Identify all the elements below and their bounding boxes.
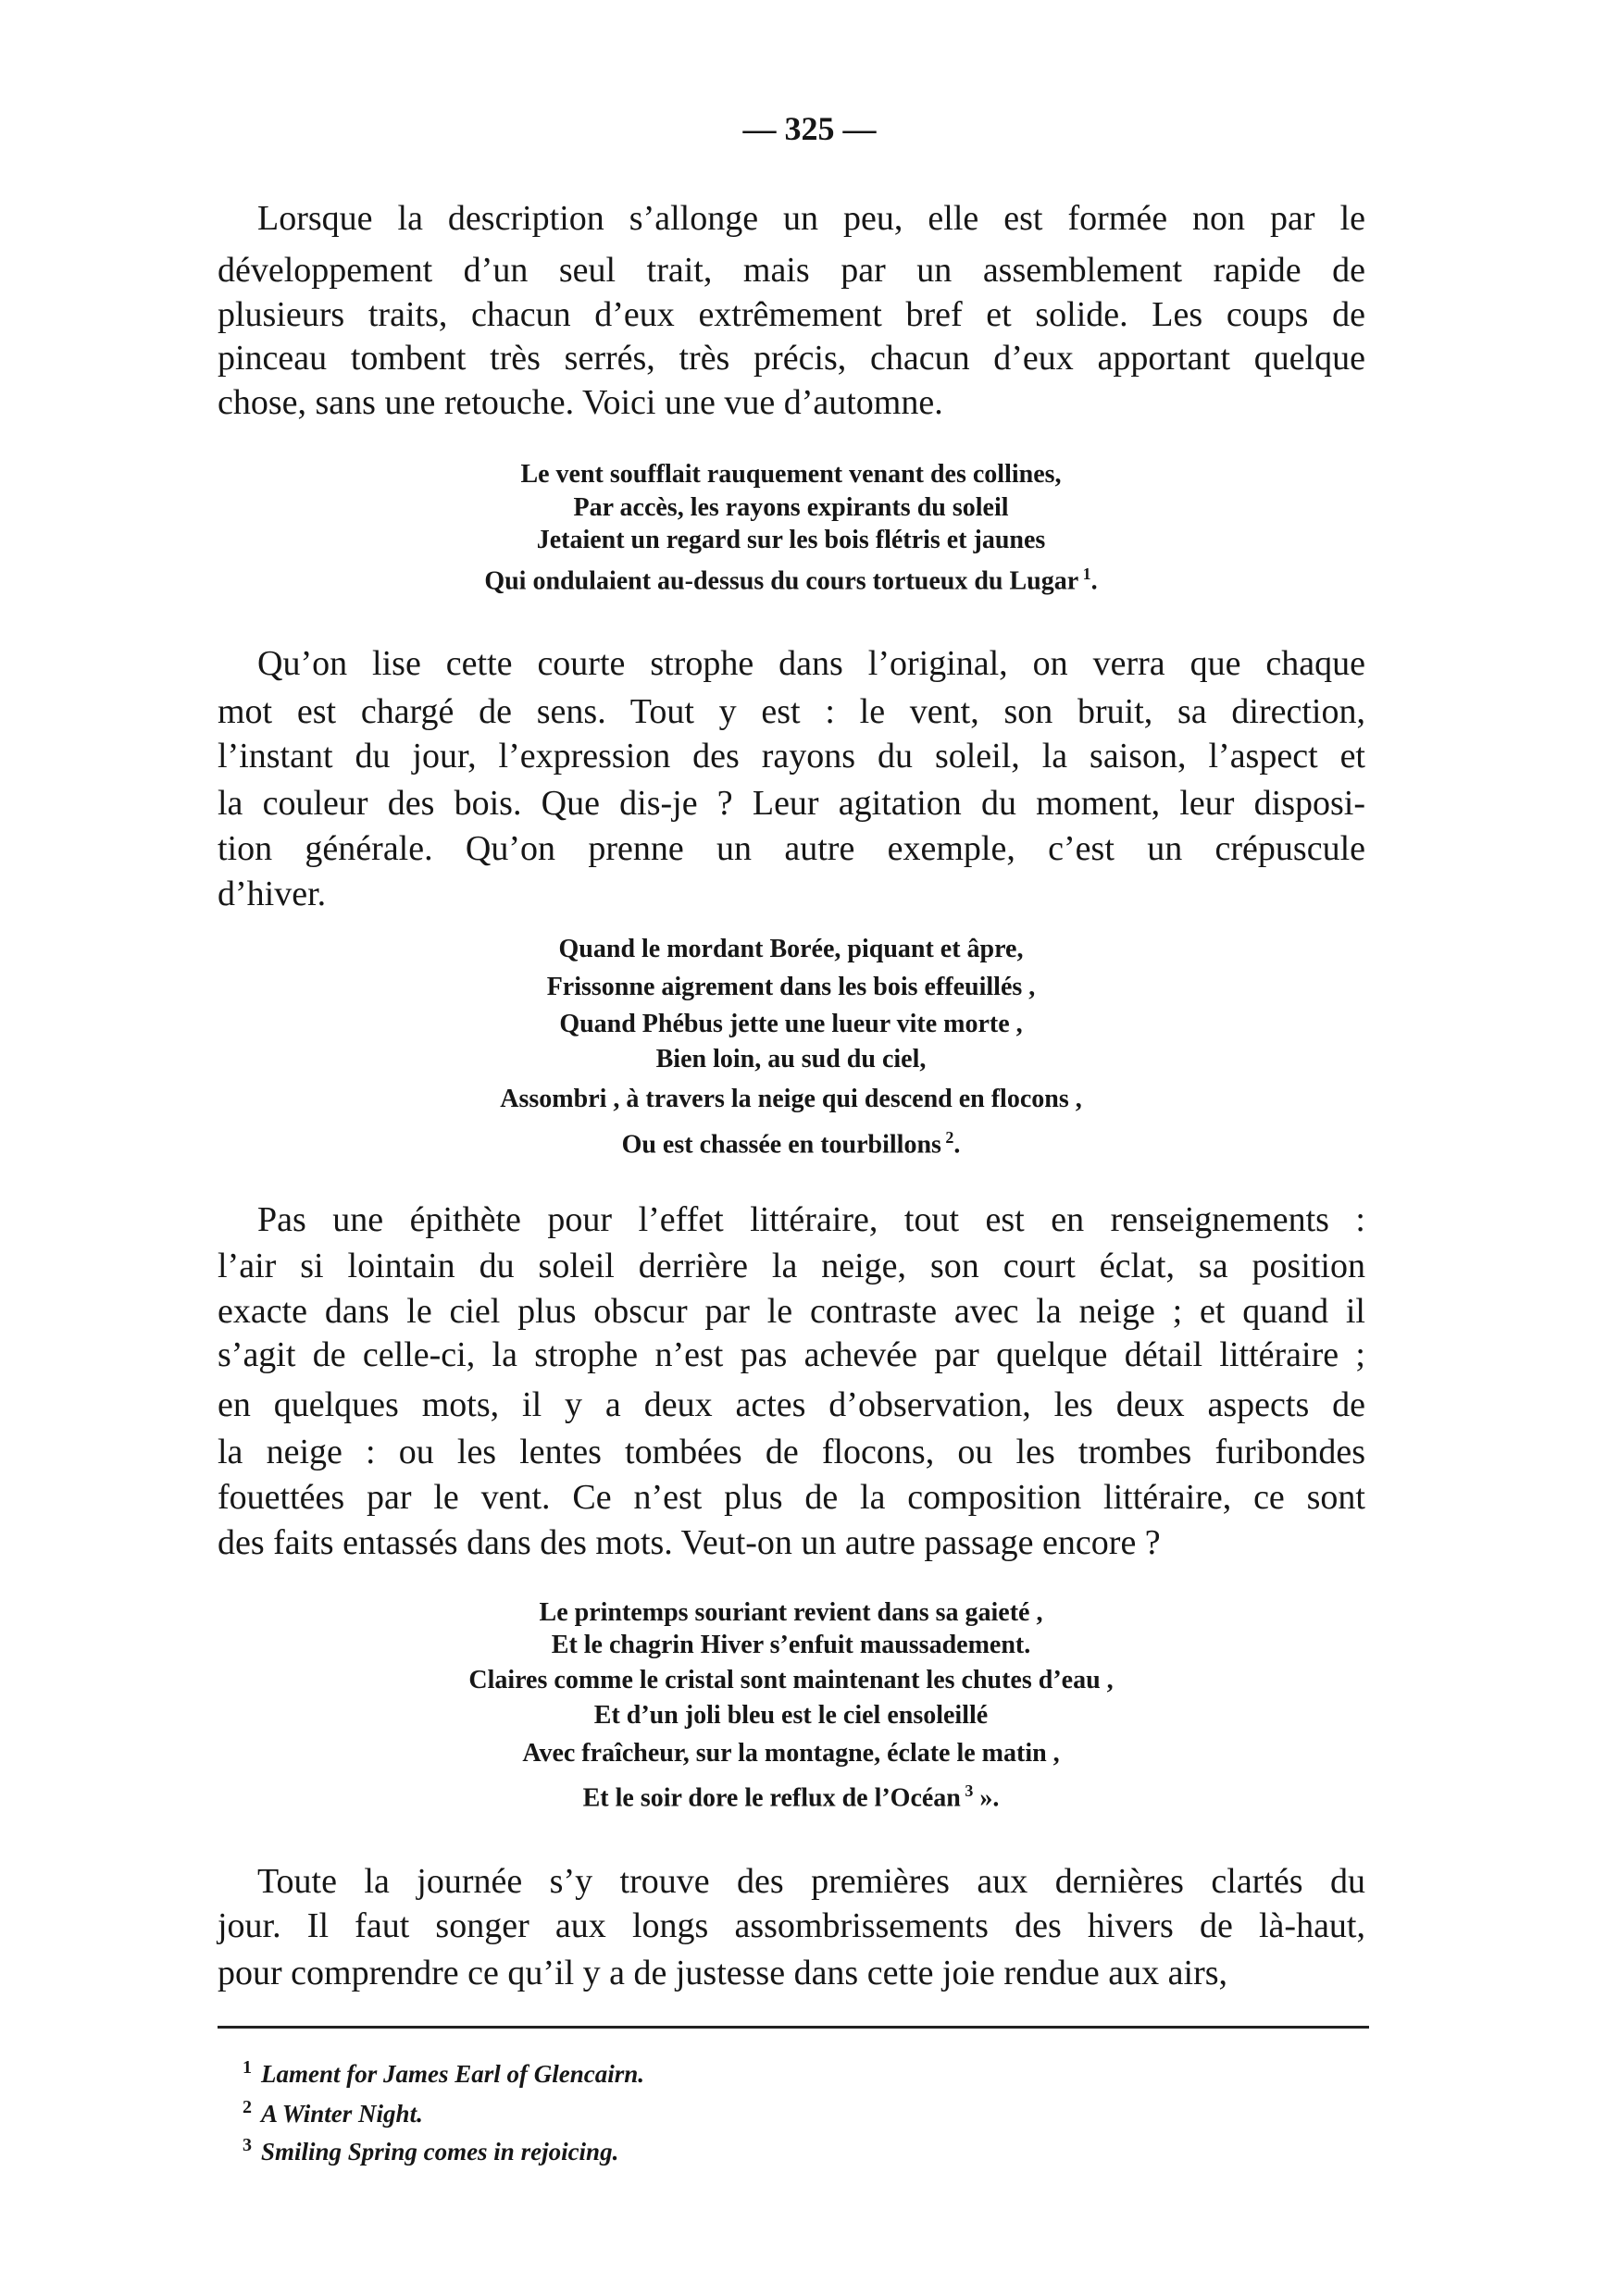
paragraph-4-line: jour. Il faut songer aux longs assombrissements des hivers de là-haut, — [218, 1906, 1365, 1945]
footnote-text: Smiling Spring comes in rejoicing. — [261, 2138, 619, 2166]
paragraph-2-line: tion générale. Qu’on prenne un autre exemple, c’est un crépuscule — [218, 829, 1365, 868]
verse-2-line: Ou est chassée en tourbillons $^2$. — [621, 1128, 961, 1160]
verse-1-line: Jetaient un regard sur les bois flétris et jaunes — [536, 526, 1046, 554]
paragraph-2-line: l’instant du jour, l’expression des rayons du soleil, la saison, l’aspect et — [218, 737, 1365, 776]
verse-3-line: Et d’un joli bleu est le ciel ensoleillé — [593, 1701, 989, 1730]
paragraph-3-line: des faits entassés dans des mots. Veut-on un autre passage encore ? — [218, 1523, 1161, 1562]
footnote-text: Lament for James Earl of Glencairn. — [261, 2060, 645, 2088]
verse-2-line: Quand Phébus jette une lueur vite morte , — [559, 1010, 1023, 1038]
paragraph-1-line: pinceau tombent très serrés, très précis, chacun d’eux apportant quelque — [218, 339, 1365, 378]
verse-3-line: Et le chagrin Hiver s’enfuit maussadement. — [551, 1631, 1031, 1659]
verse-3-line: Et le soir dore le reflux de l’Océan $^3$ ». — [582, 1781, 1000, 1813]
footnote — [243, 2091, 423, 2130]
paragraph-3-line: en quelques mots, il y a deux actes d’observation, les deux aspects de — [218, 1385, 1365, 1424]
verse-2-line: Frissonne aigrement dans les bois effeuillés , — [546, 973, 1036, 1001]
paragraph-2-line: mot est chargé de sens. Tout y est : le vent, son bruit, sa direction, — [218, 692, 1365, 731]
footnote-number: 1 — [243, 2057, 252, 2078]
paragraph-1-line: développement d’un seul trait, mais par un assemblement rapide de — [218, 251, 1365, 290]
verse-3-line: Avec fraîcheur, sur la montagne, éclate le matin , — [522, 1739, 1060, 1768]
verse-1-line: Le vent soufflait rauquement venant des collines, — [520, 460, 1062, 489]
paragraph-3-line: la neige : ou les lentes tombées de flocons, ou les trombes furibondes — [218, 1433, 1365, 1471]
footnote — [243, 2128, 618, 2168]
paragraph-1-line: plusieurs traits, chacun d’eux extrêmement bref et solide. Les coups de — [218, 295, 1365, 334]
footnote-reference: 3 — [960, 1781, 974, 1800]
verse-1-line: Par accès, les rayons expirants du soleil — [573, 493, 1009, 522]
paragraph-4-line: pour comprendre ce qu’il y a de justesse dans cette joie rendue aux airs, — [218, 1954, 1228, 1992]
footnote-reference: 2 — [940, 1128, 954, 1147]
paragraph-3-line: l’air si lointain du soleil derrière la neige, son court éclat, sa position — [218, 1247, 1365, 1285]
paragraph-3-line: exacte dans le ciel plus obscur par le contraste avec la neige ; et quand il — [218, 1292, 1365, 1331]
footnote — [243, 2051, 644, 2091]
verse-3-line: Claires comme le cristal sont maintenant les chutes d’eau , — [468, 1666, 1114, 1694]
verse-2-line: Quand le mordant Borée, piquant et âpre, — [558, 935, 1024, 963]
paragraph-2-line: la couleur des bois. Que dis-je ? Leur agitation du moment, leur disposi- — [218, 784, 1365, 823]
verse-1-line: Qui ondulaient au-dessus du cours tortueux du Lugar $^1$. — [484, 565, 1098, 596]
footnote-divider — [218, 2026, 1369, 2029]
page-number: — 325 — — [742, 110, 877, 147]
footnote-number: 2 — [243, 2097, 252, 2117]
verse-3-line: Le printemps souriant revient dans sa gaieté , — [539, 1598, 1043, 1627]
footnote-text: A Winter Night. — [261, 2100, 423, 2128]
paragraph-4-line: Toute la journée s’y trouve des premières aux dernières clartés du — [257, 1862, 1365, 1901]
verse-2-line: Assombri , à travers la neige qui descend en flocons , — [500, 1085, 1082, 1113]
paragraph-3-line: s’agit de celle-ci, la strophe n’est pas achevée par quelque détail littéraire ; — [218, 1335, 1365, 1374]
paragraph-1-line: chose, sans une retouche. Voici une vue d’automne. — [218, 383, 943, 422]
paragraph-2-line: Qu’on lise cette courte strophe dans l’original, on verra que chaque — [257, 644, 1365, 683]
paragraph-2-line: d’hiver. — [218, 875, 327, 913]
paragraph-3-line: Pas une épithète pour l’effet littéraire, tout est en renseignements : — [257, 1200, 1365, 1239]
footnote-reference: 1 — [1078, 565, 1091, 583]
footnote-number: 3 — [243, 2135, 252, 2155]
paragraph-1-line: Lorsque la description s’allonge un peu, elle est formée non par le — [257, 199, 1365, 238]
verse-2-line: Bien loin, au sud du ciel, — [655, 1045, 927, 1074]
paragraph-3-line: fouettées par le vent. Ce n’est plus de la composition littéraire, ce sont — [218, 1478, 1365, 1517]
